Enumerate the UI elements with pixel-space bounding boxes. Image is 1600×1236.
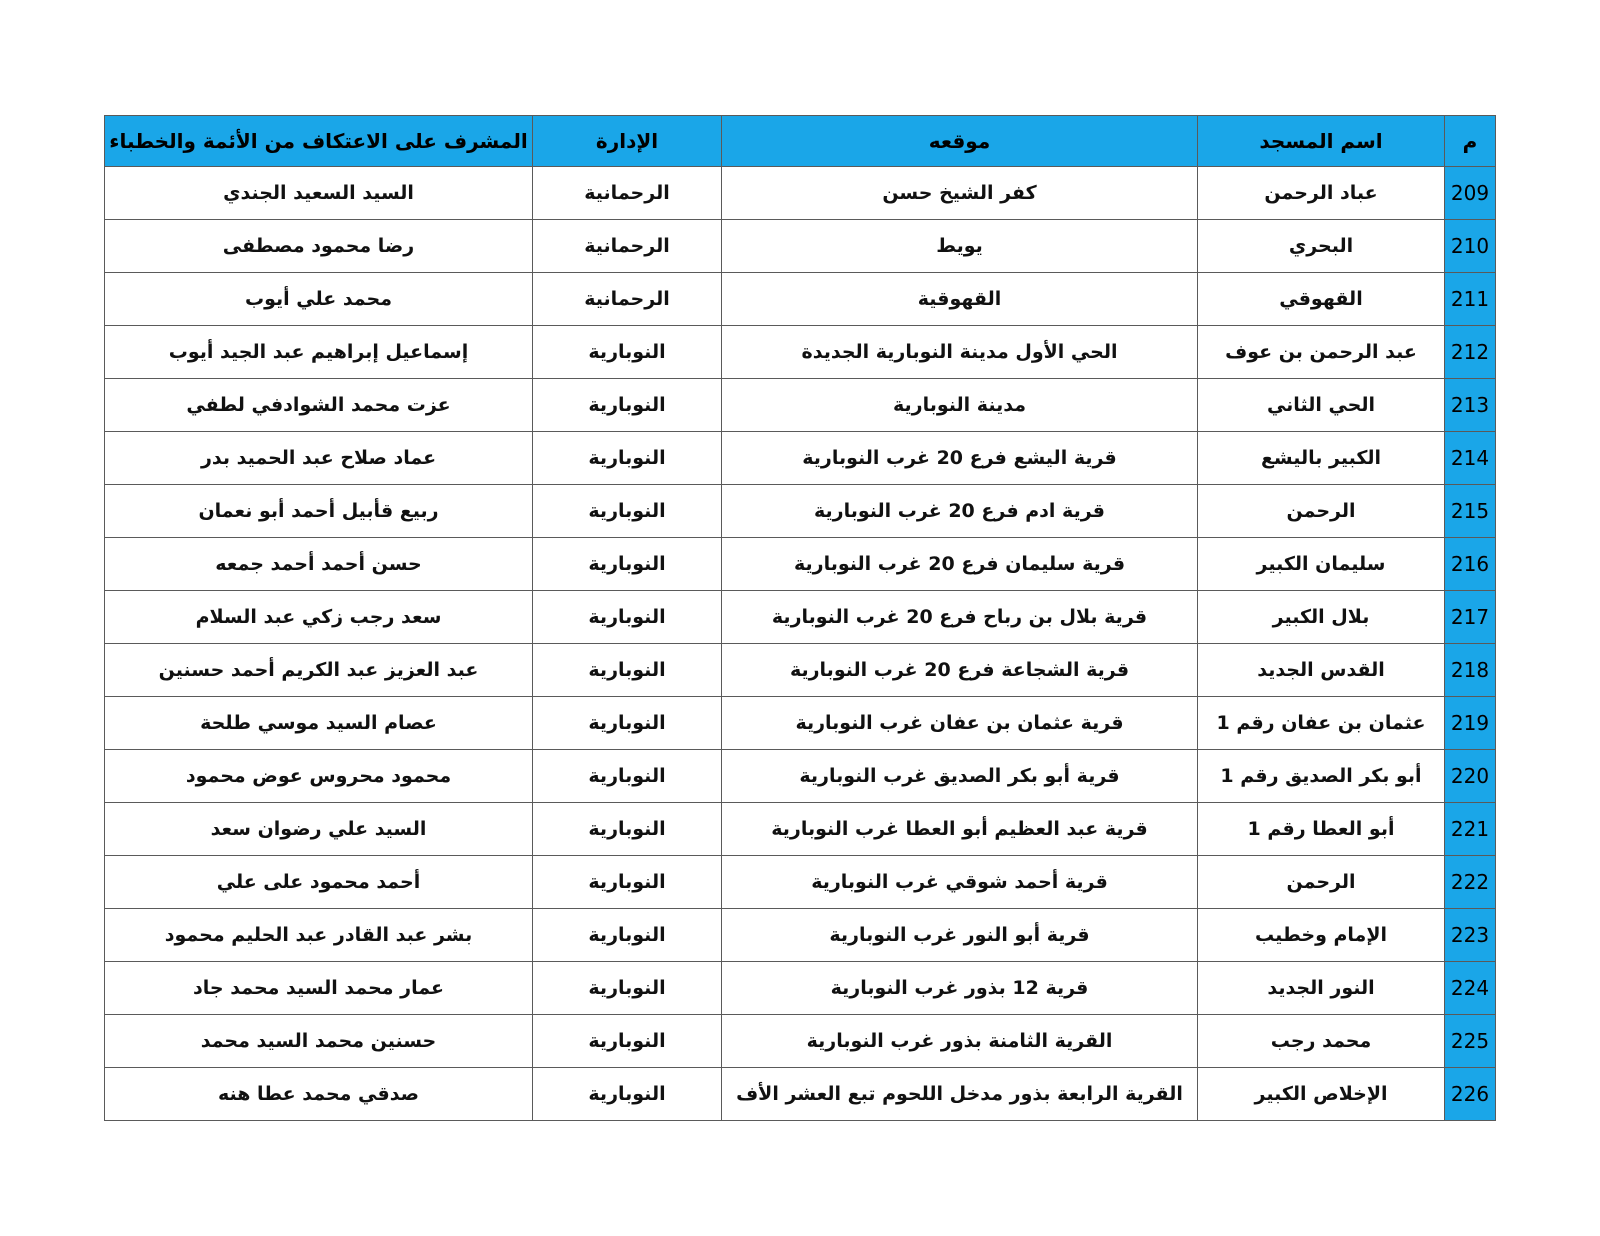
table-row	[105, 1068, 1496, 1121]
mosque-name-cell: البحري	[1198, 220, 1445, 273]
location-cell: قرية ادم فرع 20 غرب النوبارية	[722, 485, 1198, 538]
location-cell: كفر الشيخ حسن	[722, 167, 1198, 220]
mosques-table	[104, 115, 1496, 1121]
mosque-name-cell: الرحمن	[1198, 485, 1445, 538]
administration-cell: النوبارية	[533, 432, 722, 485]
table-row	[105, 379, 1496, 432]
table-row	[105, 432, 1496, 485]
table-row	[105, 750, 1496, 803]
supervisor-cell: صدقي محمد عطا هنه	[105, 1068, 533, 1121]
location-cell: يويط	[722, 220, 1198, 273]
row-number: 219	[1445, 697, 1496, 750]
row-number: 226	[1445, 1068, 1496, 1121]
header-administration: الإدارة	[533, 116, 722, 167]
row-number: 211	[1445, 273, 1496, 326]
row-number: 218	[1445, 644, 1496, 697]
location-cell: قرية عبد العظيم أبو العطا غرب النوبارية	[722, 803, 1198, 856]
supervisor-cell: ربيع قأبيل أحمد أبو نعمان	[105, 485, 533, 538]
mosque-name-cell: أبو بكر الصديق رقم 1	[1198, 750, 1445, 803]
administration-cell: النوبارية	[533, 909, 722, 962]
mosque-name-cell: عباد الرحمن	[1198, 167, 1445, 220]
administration-cell: النوبارية	[533, 379, 722, 432]
table-row	[105, 591, 1496, 644]
row-number: 223	[1445, 909, 1496, 962]
table-row	[105, 538, 1496, 591]
administration-cell: النوبارية	[533, 591, 722, 644]
administration-cell: الرحمانية	[533, 167, 722, 220]
row-number: 214	[1445, 432, 1496, 485]
supervisor-cell: عصام السيد موسي طلحة	[105, 697, 533, 750]
supervisor-cell: حسنين محمد السيد محمد	[105, 1015, 533, 1068]
location-cell: القهوقية	[722, 273, 1198, 326]
table-row	[105, 909, 1496, 962]
table-row	[105, 1015, 1496, 1068]
location-cell: الحي الأول مدينة النوبارية الجديدة	[722, 326, 1198, 379]
location-cell: قرية اليشع فرع 20 غرب النوبارية	[722, 432, 1198, 485]
mosque-name-cell: القدس الجديد	[1198, 644, 1445, 697]
mosque-name-cell: النور الجديد	[1198, 962, 1445, 1015]
table-row	[105, 485, 1496, 538]
administration-cell: النوبارية	[533, 697, 722, 750]
header-mosque-name: اسم المسجد	[1198, 116, 1445, 167]
location-cell: قرية أبو بكر الصديق غرب النوبارية	[722, 750, 1198, 803]
location-cell: قرية عثمان بن عفان غرب النوبارية	[722, 697, 1198, 750]
row-number: 210	[1445, 220, 1496, 273]
administration-cell: النوبارية	[533, 750, 722, 803]
table-row	[105, 326, 1496, 379]
mosque-name-cell: القهوقي	[1198, 273, 1445, 326]
location-cell: قرية 12 بذور غرب النوبارية	[722, 962, 1198, 1015]
supervisor-cell: عبد العزيز عبد الكريم أحمد حسنين	[105, 644, 533, 697]
table-row	[105, 644, 1496, 697]
supervisor-cell: عمار محمد السيد محمد جاد	[105, 962, 533, 1015]
table-header	[105, 116, 1496, 167]
location-cell: قرية بلال بن رباح فرع 20 غرب النوبارية	[722, 591, 1198, 644]
table-row	[105, 856, 1496, 909]
mosque-name-cell: الكبير باليشع	[1198, 432, 1445, 485]
table-row	[105, 962, 1496, 1015]
table-row	[105, 803, 1496, 856]
supervisor-cell: حسن أحمد أحمد جمعه	[105, 538, 533, 591]
mosque-name-cell: سليمان الكبير	[1198, 538, 1445, 591]
administration-cell: النوبارية	[533, 538, 722, 591]
mosque-name-cell: الرحمن	[1198, 856, 1445, 909]
mosque-name-cell: بلال الكبير	[1198, 591, 1445, 644]
supervisor-cell: محمد علي أيوب	[105, 273, 533, 326]
administration-cell: النوبارية	[533, 962, 722, 1015]
row-number: 209	[1445, 167, 1496, 220]
administration-cell: النوبارية	[533, 326, 722, 379]
row-number: 220	[1445, 750, 1496, 803]
header-supervisor: المشرف على الاعتكاف من الأئمة والخطباء	[105, 116, 533, 167]
administration-cell: النوبارية	[533, 1068, 722, 1121]
table-row	[105, 273, 1496, 326]
row-number: 217	[1445, 591, 1496, 644]
row-number: 216	[1445, 538, 1496, 591]
row-number: 213	[1445, 379, 1496, 432]
administration-cell: النوبارية	[533, 803, 722, 856]
header-location: موقعه	[722, 116, 1198, 167]
location-cell: قرية أحمد شوقي غرب النوبارية	[722, 856, 1198, 909]
mosque-name-cell: محمد رجب	[1198, 1015, 1445, 1068]
supervisor-cell: السيد السعيد الجندي	[105, 167, 533, 220]
supervisor-cell: السيد علي رضوان سعد	[105, 803, 533, 856]
row-number: 215	[1445, 485, 1496, 538]
location-cell: قرية سليمان فرع 20 غرب النوبارية	[722, 538, 1198, 591]
table-body	[105, 167, 1496, 1121]
row-number: 225	[1445, 1015, 1496, 1068]
administration-cell: النوبارية	[533, 1015, 722, 1068]
supervisor-cell: أحمد محمود على علي	[105, 856, 533, 909]
mosque-name-cell: عثمان بن عفان رقم 1	[1198, 697, 1445, 750]
row-number: 222	[1445, 856, 1496, 909]
supervisor-cell: إسماعيل إبراهيم عبد الجيد أيوب	[105, 326, 533, 379]
mosque-name-cell: الإمام وخطيب	[1198, 909, 1445, 962]
header-number: م	[1445, 116, 1496, 167]
mosque-name-cell: أبو العطا رقم 1	[1198, 803, 1445, 856]
document-sheet	[104, 115, 1495, 1121]
administration-cell: النوبارية	[533, 644, 722, 697]
supervisor-cell: بشر عبد القادر عبد الحليم محمود	[105, 909, 533, 962]
supervisor-cell: عزت محمد الشوادفي لطفي	[105, 379, 533, 432]
supervisor-cell: عماد صلاح عبد الحميد بدر	[105, 432, 533, 485]
administration-cell: النوبارية	[533, 856, 722, 909]
administration-cell: الرحمانية	[533, 273, 722, 326]
table-row	[105, 220, 1496, 273]
location-cell: مدينة النوبارية	[722, 379, 1198, 432]
table-row	[105, 167, 1496, 220]
mosque-name-cell: الإخلاص الكبير	[1198, 1068, 1445, 1121]
supervisor-cell: محمود محروس عوض محمود	[105, 750, 533, 803]
administration-cell: النوبارية	[533, 485, 722, 538]
table-row	[105, 697, 1496, 750]
header-row	[105, 116, 1496, 167]
mosque-name-cell: عبد الرحمن بن عوف	[1198, 326, 1445, 379]
row-number: 212	[1445, 326, 1496, 379]
location-cell: القرية الرابعة بذور مدخل اللحوم تبع العشر الأف	[722, 1068, 1198, 1121]
supervisor-cell: رضا محمود مصطفى	[105, 220, 533, 273]
location-cell: قرية أبو النور غرب النوبارية	[722, 909, 1198, 962]
supervisor-cell: سعد رجب زكي عبد السلام	[105, 591, 533, 644]
location-cell: القرية الثامنة بذور غرب النوبارية	[722, 1015, 1198, 1068]
administration-cell: الرحمانية	[533, 220, 722, 273]
location-cell: قرية الشجاعة فرع 20 غرب النوبارية	[722, 644, 1198, 697]
row-number: 221	[1445, 803, 1496, 856]
row-number: 224	[1445, 962, 1496, 1015]
mosque-name-cell: الحي الثاني	[1198, 379, 1445, 432]
